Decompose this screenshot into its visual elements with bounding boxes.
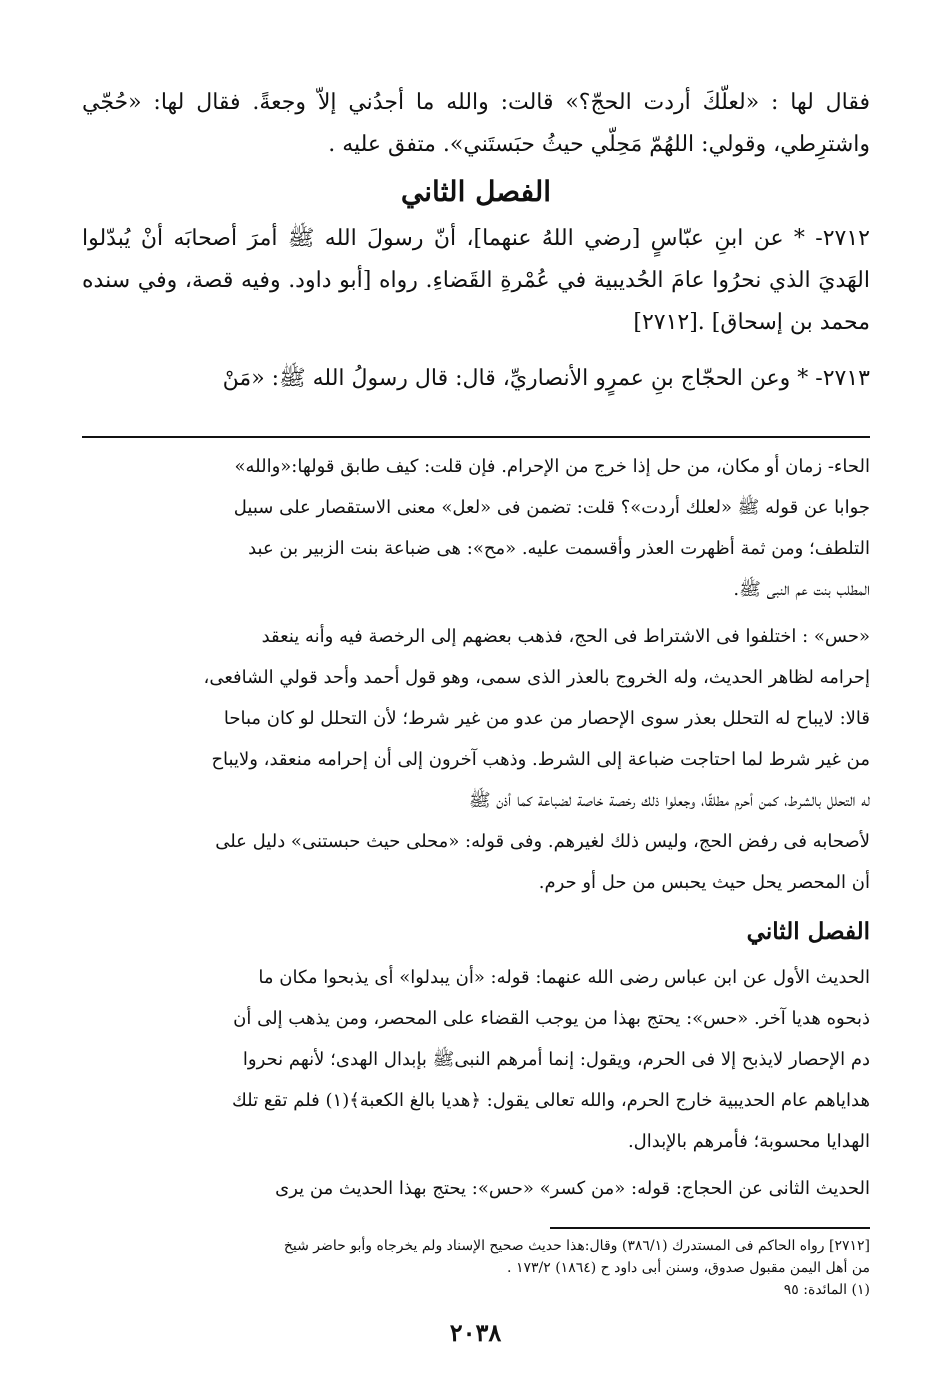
intro-paragraph: فقال لها : «لعلّكَ أردت الحجّ؟» قالت: والله ما أجدُني إلاّ وجعةً. فقال لها: «حُجّي واشترِطي، وقولي: اللهُمّ مَحِلّي حيثُ حبَستَني». متفق عليه . bbox=[82, 90, 870, 157]
commentary-line: التلطف؛ ومن ثمة أظهرت العذر وأقسمت عليه. «مح»: هى ضباعة بنت الزبير بن عبد bbox=[248, 538, 870, 559]
commentary-line: الحديث الثانى عن الحجاج: قوله: «من كسر» «حس»: يحتج بهذا الحديث من يرى bbox=[275, 1178, 870, 1199]
page-body bbox=[82, 82, 870, 1301]
commentary-line: هداياهم عام الحديبية خارج الحرم، والله تعالى يقول: ﴿هديا بالغ الكعبة﴾(١) فلم تقع تلك bbox=[231, 1090, 870, 1111]
commentary-section-title: الفصل الثاني bbox=[746, 918, 870, 945]
commentary-line: من غير شرط لما احتاجت ضباعة إلى الشرط. وذهب آخرون إلى أن إحرامه منعقد، ولايباح bbox=[211, 749, 870, 770]
footnote-2712: [٢٧١٢] رواه الحاكم فى المستدرك (٣٨٦/١) وقال:هذا حديث صحيح الإسناد ولم يخرجاه وأبو حاضر شيخ bbox=[283, 1238, 870, 1254]
footnote-divider bbox=[550, 1227, 870, 1229]
footnotes bbox=[82, 1235, 870, 1301]
commentary-line: أن المحصر يحل حيث يحبس من حل أو حرم. bbox=[538, 872, 870, 893]
page-number: ٢٠٣٨ bbox=[449, 1318, 502, 1347]
footnote-1: (١) المائدة: ٩٥ bbox=[783, 1282, 870, 1298]
commentary bbox=[82, 446, 870, 1209]
section-title: الفصل الثاني bbox=[400, 175, 552, 208]
commentary-line: الحاء- زمان أو مكان، من حل إذا خرج من الإحرام. فإن قلت: كيف طابق قولها:«والله» bbox=[234, 456, 870, 477]
commentary-line: ذبحوه هديا آخر. «حس»: يحتج بهذا من يوجب القضاء على المحصر، ومن يذهب إلى أن bbox=[233, 1008, 870, 1029]
commentary-line: المطلب بنت عم النبى ﷺ. bbox=[733, 579, 870, 600]
hadith-2713: ٢٧١٣- * وعن الحجّاج بنِ عمرٍو الأنصاريِّ، قال: قال رسولُ الله ﷺ: «مَنْ bbox=[222, 366, 870, 391]
commentary-line: لأصحابه فى رفض الحج، وليس ذلك لغيرهم. وفى قوله: «محلى حيث حبستنى» دليل على bbox=[215, 831, 870, 852]
main-divider bbox=[82, 436, 870, 438]
main-text bbox=[82, 82, 870, 400]
commentary-line: «حس» : اختلفوا فى الاشتراط فى الحج، فذهب بعضهم إلى الرخصة فيه وأنه ينعقد bbox=[261, 626, 870, 647]
commentary-line: إحرامه لظاهر الحديث، وله الخروج بالعذر الذى سمى، وهو قول أحمد وأحد قولي الشافعى، bbox=[203, 667, 870, 688]
hadith-2712: ٢٧١٢- * عن ابنِ عبّاسٍ [رضي اللهُ عنهما]، أنّ رسولَ الله ﷺ أمرَ أصحابَه أنْ يُبدّلوا الهَديَ الذي نحرُوا عامَ الحُديبية في عُمْرةِ القَضاءِ. رواه [أبو داود. وفيه قصة، وفي سنده محمد بن إسحاق] .[٢٧١٢] bbox=[82, 226, 870, 335]
footnote-2712-cont: من أهل اليمن مقبول صدوق، وسنن أبى داود ح (١٨٦٤) ١٧٣/٢ . bbox=[507, 1260, 870, 1276]
commentary-line: دم الإحصار لايذبح إلا فى الحرم، ويقول: إنما أمرهم النبىﷺ بإبدال الهدى؛ لأنهم نحروا bbox=[242, 1049, 870, 1070]
commentary-line: الهدايا محسوبة؛ فأمرهم بالإبدال. bbox=[627, 1131, 870, 1152]
commentary-line: له التحلل بالشرط، كمن أحرم مطلقًا، وجعلوا ذلك رخصة خاصة لضباعة كما أذن ﷺ bbox=[468, 790, 870, 811]
commentary-line: الحديث الأول عن ابن عباس رضى الله عنهما: قوله: «أن يبدلوا» أى يذبحوا مكان ما bbox=[258, 967, 870, 988]
commentary-line: جوابا عن قوله ﷺ «لعلك أردت»؟ قلت: تضمن فى «لعل» معنى الاستقصار على سبيل bbox=[233, 497, 870, 518]
commentary-line: قالا: لايباح له التحلل بعذر سوى الإحصار من عدو من غير شرط؛ لأن التحلل لو كان مباحا bbox=[223, 708, 870, 729]
